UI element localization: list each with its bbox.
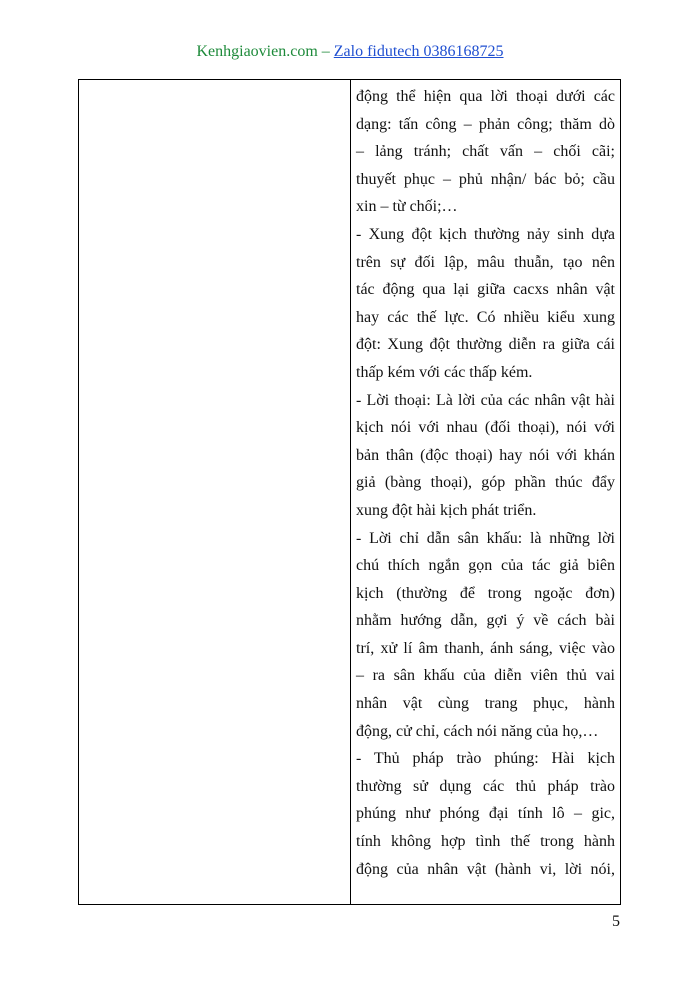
text-line: giả (bàng thoại), góp phần thúc đẩy: [356, 474, 615, 492]
text-line: dạng: tấn công – phản công; thăm dò: [356, 115, 615, 133]
text-line: động thể hiện qua lời thoại dưới các: [356, 88, 615, 105]
text-line: nhằm hướng dẫn, gợi ý về cách bài: [356, 612, 615, 630]
text-line: động, cử chỉ, cách nói năng của họ,…: [356, 722, 599, 740]
text-line: thuyết phục – phủ nhận/ bác bỏ; cầu: [356, 170, 615, 188]
text-line: – lảng tránh; chất vấn – chối cãi;: [356, 143, 615, 161]
text-line: bản thân (độc thoại) hay nói với khán: [356, 446, 615, 464]
header-separator: –: [317, 43, 334, 60]
text-line: chú thích ngắn gọn của tác giả biên: [356, 557, 615, 575]
text-line: kịch (thường để trong ngoặc đơn): [356, 584, 615, 602]
text-line: - Lời chỉ dẫn sân khấu: là những lời: [356, 529, 615, 547]
text-line: xin – từ chối;…: [356, 198, 458, 216]
text-line: hay các thế lực. Có nhiều kiểu xung: [356, 308, 615, 326]
text-line: động của nhân vật (hành vi, lời nói,: [356, 860, 615, 878]
site-name: Kenhgiaovien.com: [196, 43, 318, 60]
text-line: - Lời thoại: Là lời của các nhân vật hài: [356, 391, 615, 409]
table-right-cell: [351, 80, 620, 904]
table-left-cell: [79, 80, 351, 904]
page-header: [0, 42, 700, 62]
text-line: nhân vật cùng trang phục, hành: [356, 695, 615, 713]
text-line: - Xung đột kịch thường nảy sinh dựa: [356, 225, 615, 243]
text-line: kịch nói với nhau (đối thoại), nói với: [356, 419, 615, 437]
zalo-contact-link[interactable]: Zalo fidutech 0386168725: [333, 43, 504, 60]
text-line: đột: Xung đột thường diễn ra giữa cái: [356, 336, 615, 354]
text-line: tác động qua lại giữa cacxs nhân vật: [356, 281, 615, 299]
text-line: thấp kém với các thấp kém.: [356, 363, 533, 381]
text-line: tính không hợp tình thế trong hành: [356, 833, 615, 851]
text-line: – ra sân khấu của diễn viên thủ vai: [356, 667, 615, 685]
text-line: trí, xử lí âm thanh, ánh sáng, việc vào: [356, 639, 615, 657]
content-table: [78, 79, 621, 905]
text-line: phúng như phóng đại tính lô – gic,: [356, 805, 615, 823]
text-line: trên sự đối lập, mâu thuẫn, tạo nên: [356, 253, 615, 271]
page-number: 5: [612, 913, 620, 930]
text-line: thường sử dụng các thủ pháp trào: [356, 777, 615, 795]
text-line: - Thủ pháp trào phúng: Hài kịch: [356, 750, 615, 768]
text-line: xung đột hài kịch phát triển.: [356, 501, 537, 519]
